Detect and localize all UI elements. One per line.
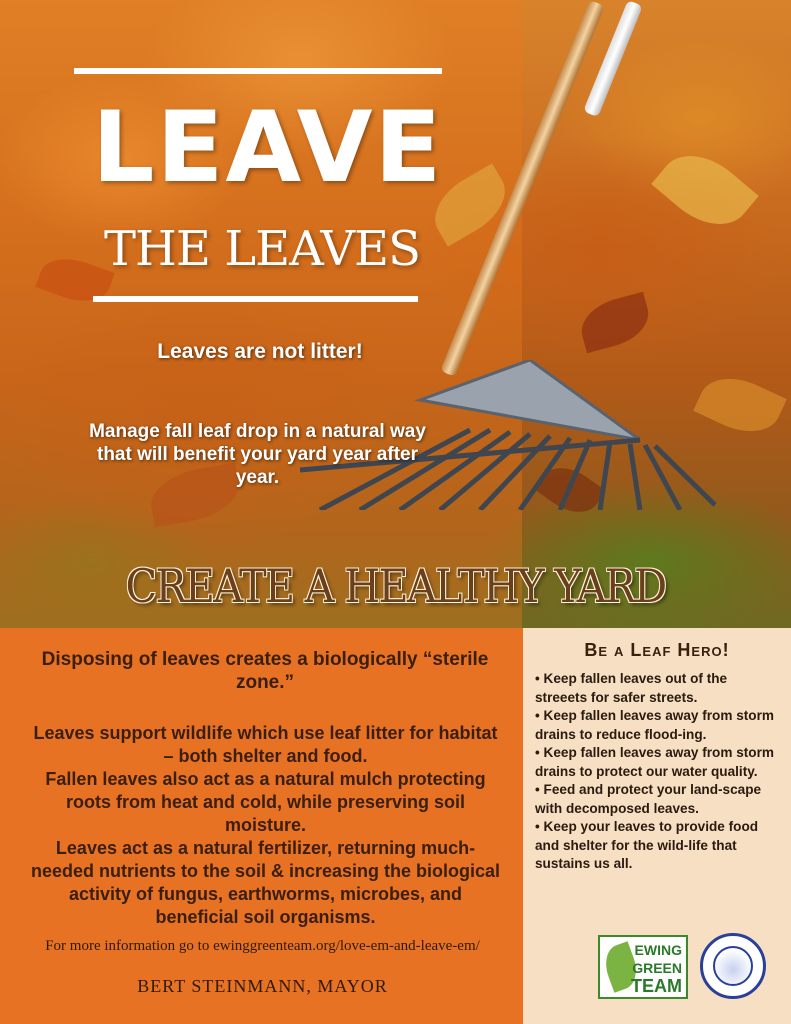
list-item: • Keep fallen leaves out of the streeets for safer streets. [535,671,728,705]
paragraph-fertilizer: Leaves act as a natural fertilizer, returning much-needed nutrients to the soil & increasing the biological activity of fungus, earthworms, microbes, and beneficial soil organisms. [30,838,501,927]
title-rule-top [74,68,442,74]
title-the-leaves: THE LEAVES [104,221,420,277]
leaf-hero-title: Be a Leaf Hero! [584,640,730,660]
leaf-decoration [575,292,654,354]
mayor-signature: BERT STEINMANN, MAYOR [137,976,388,996]
list-item: • Feed and protect your land-scape with decomposed leaves. [535,782,762,816]
lead-paragraph: Disposing of leaves creates a biologically “sterile zone.” [41,649,489,693]
title-leave: LEAVE [92,91,444,205]
seal-emblem [713,946,753,986]
body-text [28,722,503,929]
logo-word: EWING [634,942,682,958]
paragraph-wildlife: Leaves support wildlife which use leaf litter for habitat – both shelter and food. [33,723,498,766]
list-item: • Keep fallen leaves away from storm drains to reduce flood-ing. [535,708,774,742]
list-item: • Keep fallen leaves away from storm drains to protect our water quality. [535,745,774,779]
more-info-link-text: For more information go to ewinggreenteam.org/love-em-and-leave-em/ [45,938,480,954]
tagline: Leaves are not litter! [157,340,363,363]
paragraph-mulch: Fallen leaves also act as a natural mulch protecting roots from heat and cold, while preserving soil moisture. [45,769,486,835]
subtagline: Manage fall leaf drop in a natural way that will benefit your yard year after year. [89,421,426,488]
logo-word: TEAM [631,976,682,996]
list-item: • Keep your leaves to provide food and shelter for the wild-life that sustains us all. [535,819,759,871]
township-seal-icon [700,933,766,999]
banner-heading: CREATE A HEALTHY YARD [125,559,666,613]
leaf-hero-list [535,670,780,874]
leaf-decoration [651,138,759,242]
ewing-green-team-logo [598,935,688,999]
logo-word: GREEN [632,960,682,976]
title-rule-bottom [93,296,418,302]
